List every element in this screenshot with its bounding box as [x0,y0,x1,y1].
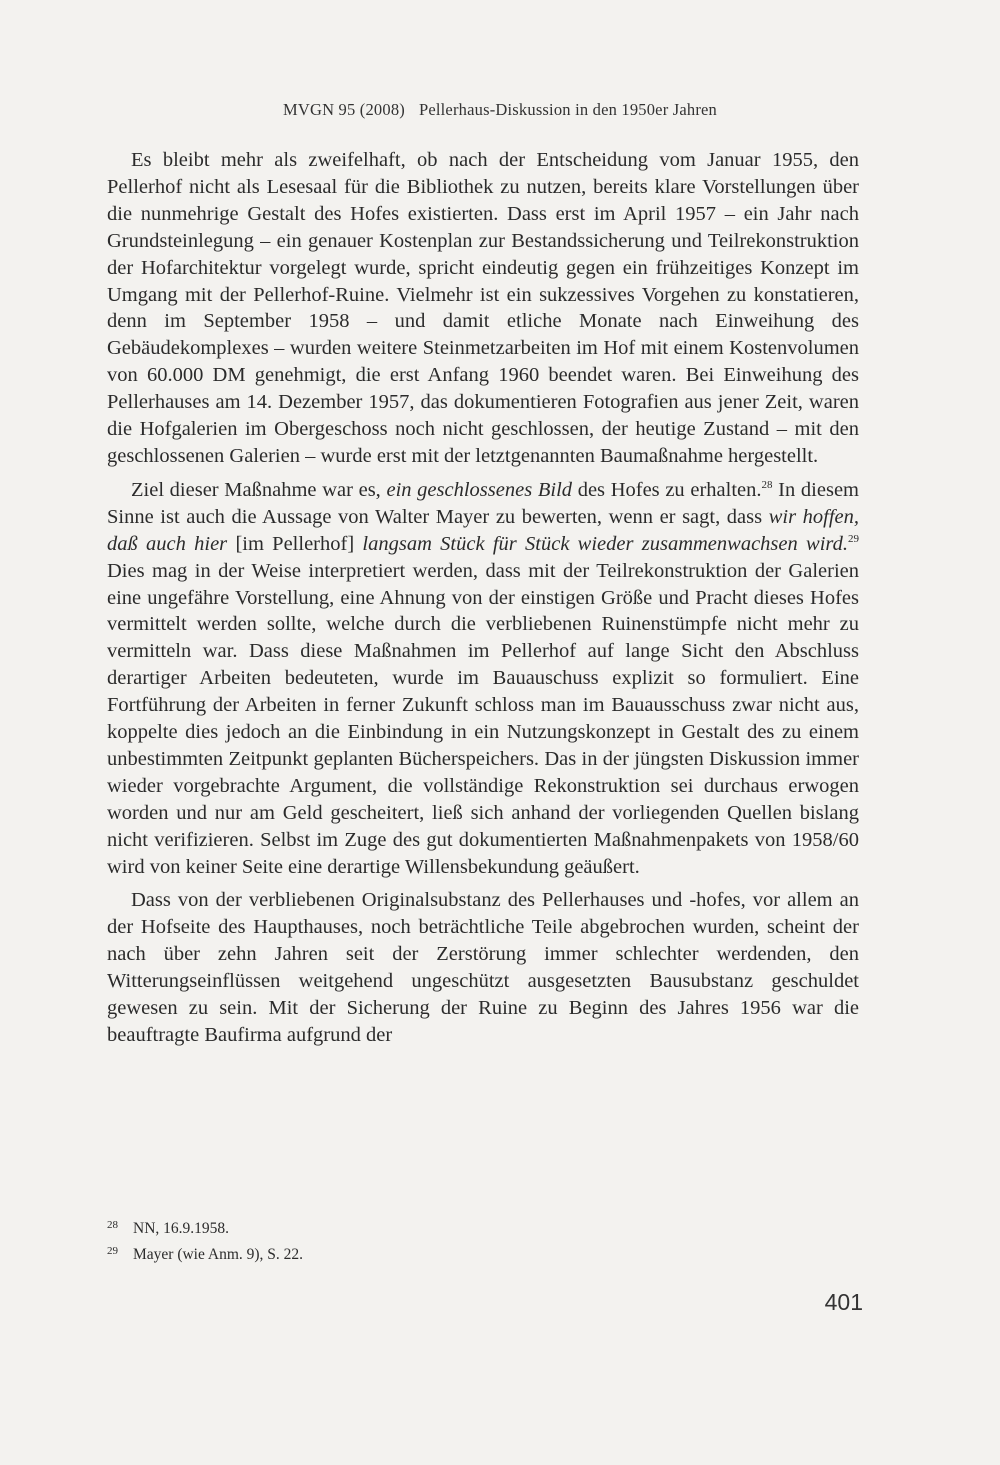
footnote-ref-29[interactable]: 29 [848,532,859,545]
text-span: Dies mag in der Weise interpretiert werden, dass mit der Teilrekonstruktion der Galerien eine ungefähre Vorstellung, eine Ahnung von der einstigen Größe und Pracht dieses Hofes vermittelt werden sollte, welche durch die verbliebenen Ruinenstümpfe nicht mehr zu vermitteln war. Dass diese Maßnahmen im Pellerhof auf lange Sicht den Abschluss derartiger Arbeiten bedeuteten, wurde im Bauauschuss explizit so formuliert. Eine Fortführung der Arbeiten in ferner Zukunft schloss man im Bauausschuss zwar nicht aus, koppelte dies jedoch an die Einbindung in ein Nutzungskonzept in Gestalt des zu einem unbestimmten Zeitpunkt geplanten Bücherspeichers. Das in der jüngsten Diskussion immer wieder vorgebrachte Argument, die vollständige Rekonstruktion sei durchaus erwogen worden und nur am Geld gescheitert, ließ sich anhand der vorliegenden Quellen bislang nicht verifizieren. Selbst im Zuge des gut dokumentierten Maßnahmenpakets von 1958/60 wird von keiner Seite eine derartige Willensbekundung geäußert. [107,559,859,878]
text-span: des Hofes zu erhalten. [572,478,762,501]
italic-quote: ein geschlossenes Bild [386,478,573,501]
running-head [0,100,1000,120]
page-number: 401 [824,1289,863,1315]
footnote-28 [107,1214,859,1240]
footnote-text: NN, 16.9.1958. [133,1220,230,1237]
journal-reference: MVGN 95 (2008) [283,100,405,119]
body-text [107,147,859,1056]
text-span: In diesem Sinne ist auch die Aussage von Walter Mayer zu bewerten, wenn er sagt, dass [107,478,859,528]
paragraph-2 [107,477,859,881]
text-span: Ziel dieser Maßnahme war es, [131,478,387,501]
running-head-title: Pellerhaus-Diskussion in den 1950er Jahren [418,100,717,119]
italic-quote: wir hoffen, daß auch hier [107,505,859,555]
footnote-text: Mayer (wie Anm. 9), S. 22. [133,1246,304,1263]
footnote-29 [107,1240,859,1266]
footnote-number: 28 [107,1219,118,1231]
text-span: [im Pellerhof] [227,532,363,555]
italic-quote: langsam Stück für Stück wieder zusammenwachsen wird. [362,532,848,555]
paragraph-3: Dass von der verbliebenen Originalsubstanz des Pellerhauses und -hofes, vor allem an der Hofseite des Haupthauses, noch beträchtliche Teile abgebrochen wurden, scheint der nach über zehn Jahren seit der Zerstörung immer schlechter werdenden, den Witterungseinflüssen weitgehend ungeschützt ausgesetzten Bausubstanz geschuldet gewesen zu sein. Mit der Sicherung der Ruine zu Beginn des Jahres 1956 war die beauftragte Baufirma aufgrund der [107,889,859,1046]
footnotes [107,1214,859,1266]
footnote-number: 29 [107,1245,118,1257]
paragraph-1: Es bleibt mehr als zweifelhaft, ob nach der Entscheidung vom Januar 1955, den Pellerhof nicht als Lesesaal für die Bibliothek zu nutzen, bereits klare Vorstellungen über die nunmehrige Gestalt des Hofes existierten. Dass erst im April 1957 – ein Jahr nach Grundsteinlegung – ein genauer Kostenplan zur Bestandssicherung und Teilrekonstruktion der Hofarchitektur vorgelegt wurde, spricht eindeutig gegen ein frühzeitiges Konzept im Umgang mit der Pellerhof-Ruine. Vielmehr ist ein sukzessives Vorgehen zu konstatieren, denn im September 1958 – und damit etliche Monate nach Einweihung des Gebäudekomplexes – wurden weitere Steinmetzarbeiten im Hof mit einem Kostenvolumen von 60.000 DM genehmigt, die erst Anfang 1960 beendet waren. Bei Einweihung des Pellerhauses am 14. Dezember 1957, das dokumentieren Fotografien aus jener Zeit, waren die Hofgalerien im Obergeschoss noch nicht geschlossen, der heutige Zustand – mit den geschlossenen Galerien – wurde erst mit der letztgenannten Baumaßnahme hergestellt. [107,149,859,467]
footnote-ref-28[interactable]: 28 [761,479,773,492]
